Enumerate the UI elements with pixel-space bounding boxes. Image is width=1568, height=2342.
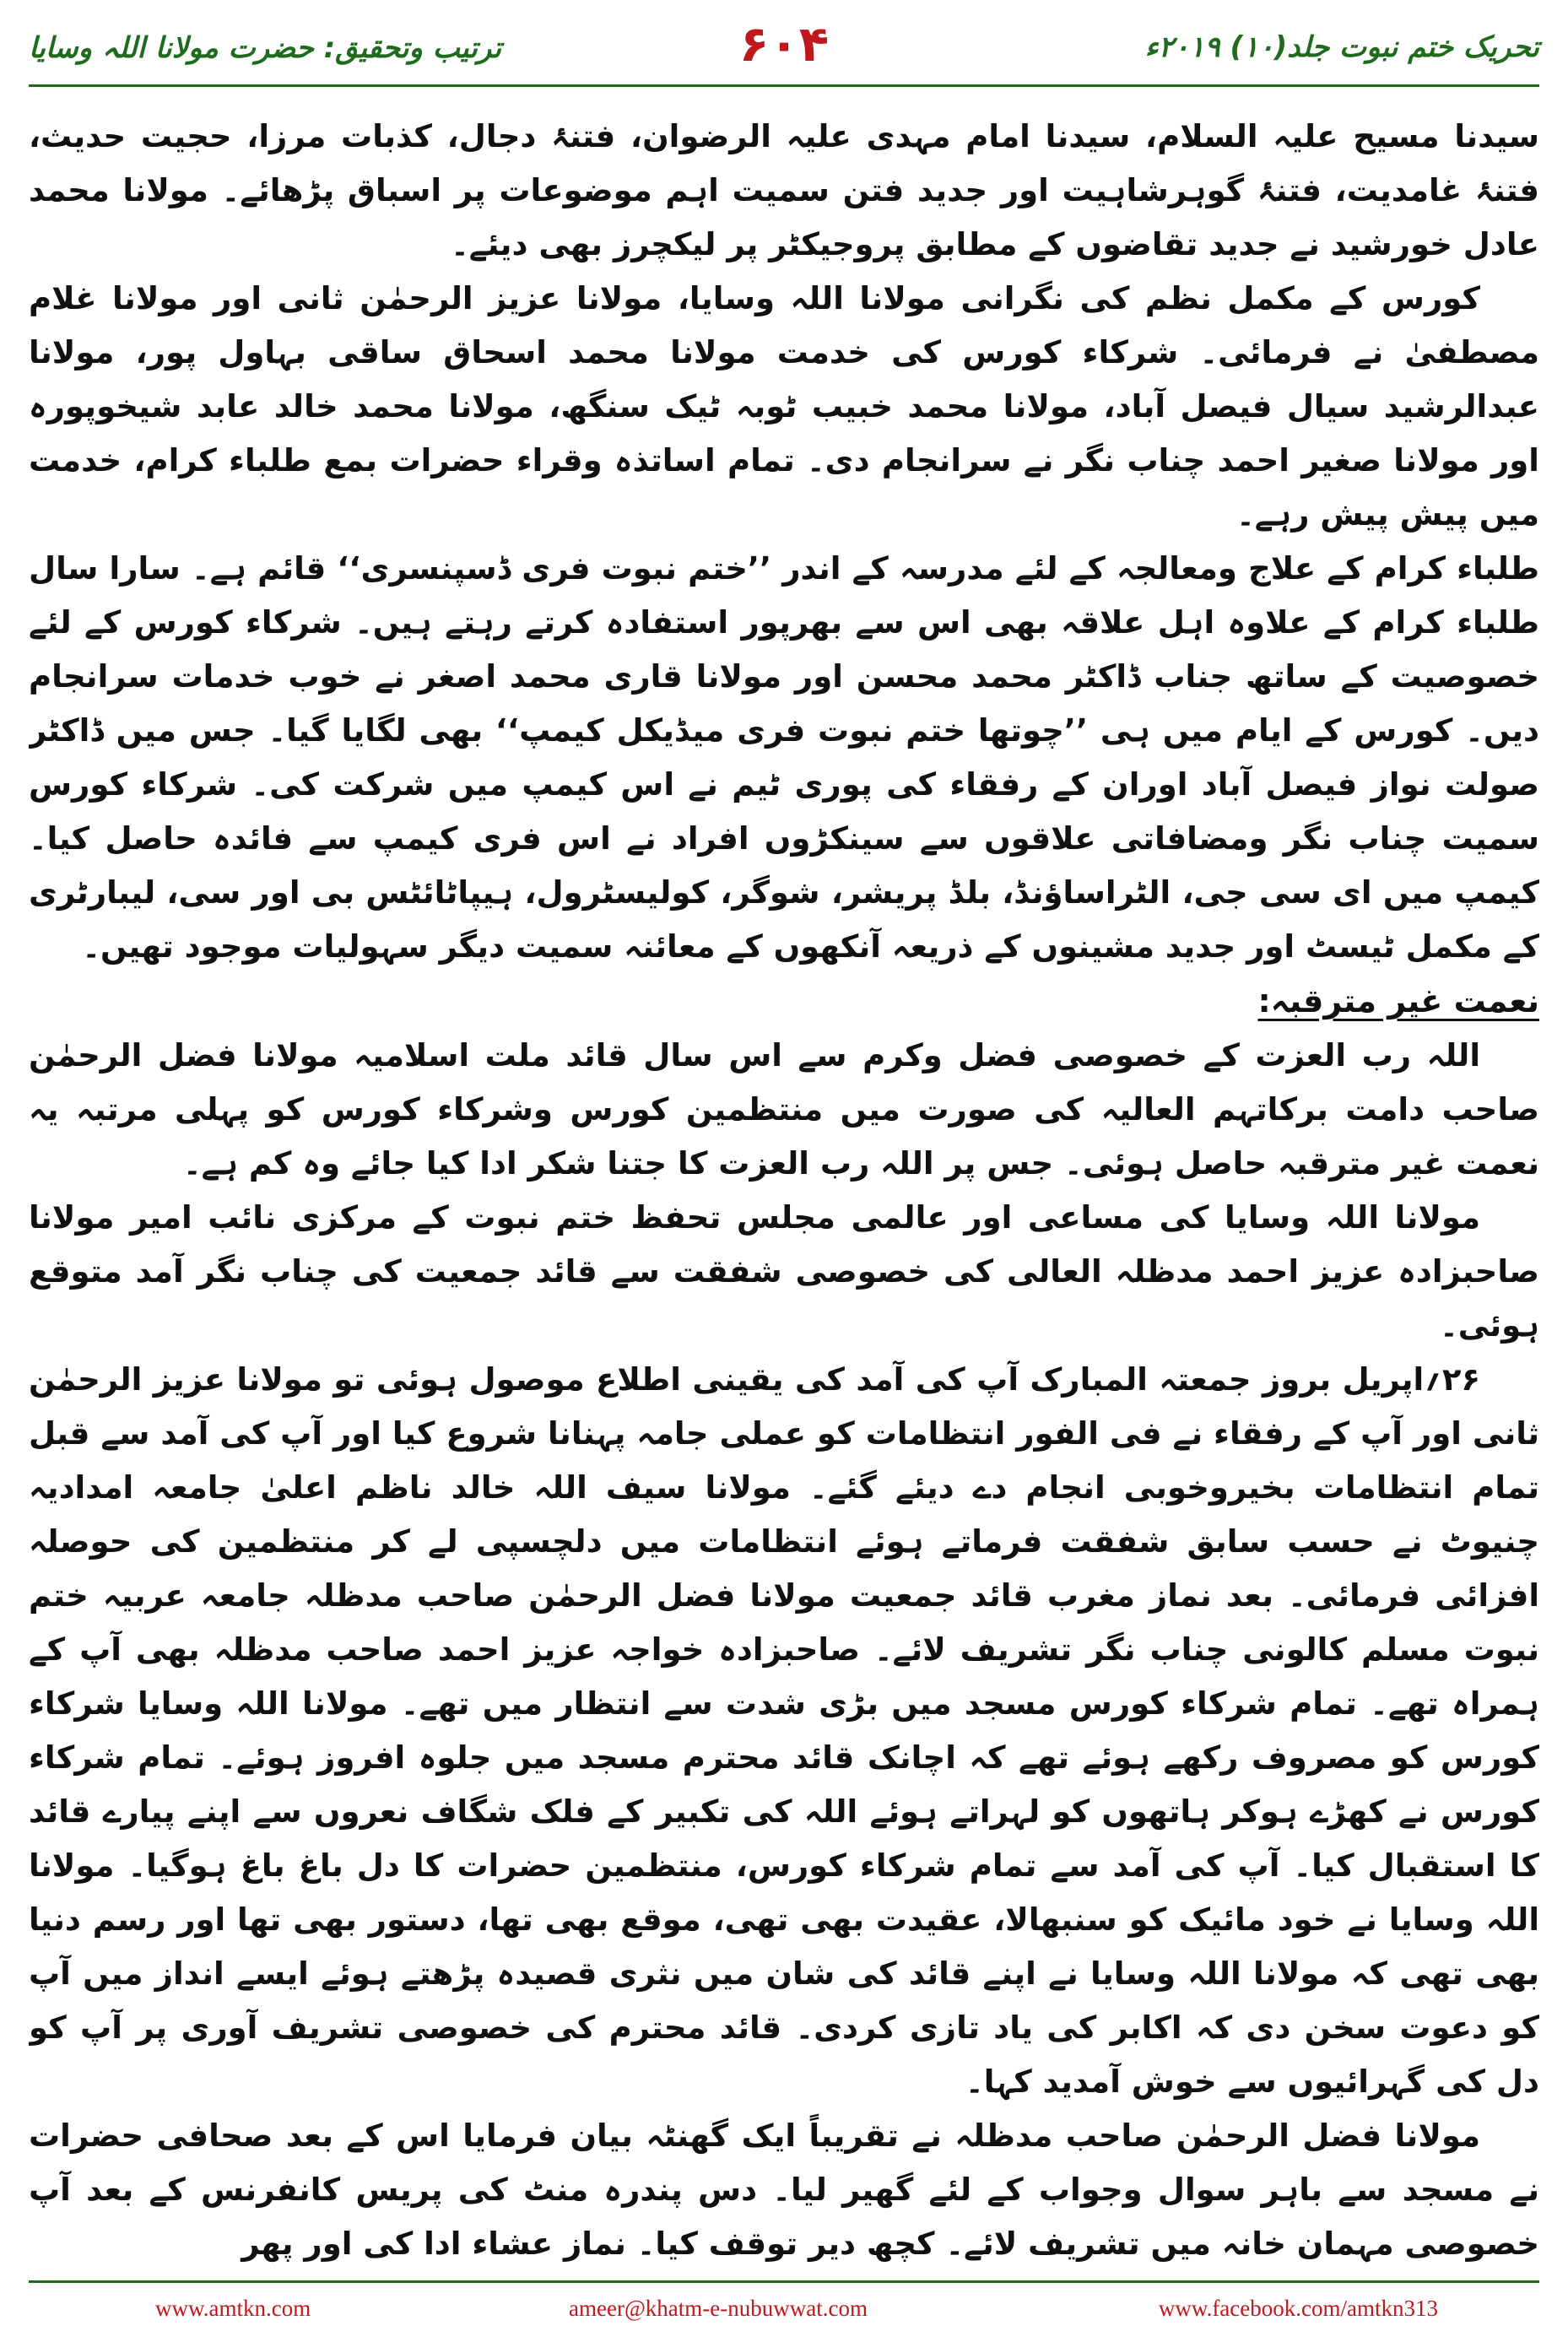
paragraph-4: اللہ رب العزت کے خصوصی فضل وکرم سے اس سال قائد ملت اسلامیہ مولانا فضل الرحمٰن صاحب دامت برکاتہم العالیہ کی صورت میں منتظمین کورس وشرکاء کورس کو پہلی مرتبہ یہ نعمت غیر مترقبہ حاصل ہوئی۔ جس پر اللہ رب العزت کا جتنا شکر ادا کیا جائے وہ کم ہے۔: [29, 1037, 1539, 1182]
email-link[interactable]: ameer@khatm-e-nubuwwat.com: [569, 2296, 868, 2321]
series-title: تحریک ختم نبوت جلد(۱۰) ۲۰۱۹ء: [1144, 30, 1539, 64]
facebook-link[interactable]: www.facebook.com/amtkn313: [1158, 2296, 1438, 2321]
header-divider: [29, 84, 1539, 87]
page-number: ۶۰۴: [738, 15, 830, 73]
website-link[interactable]: www.amtkn.com: [155, 2296, 311, 2321]
section-heading-wrap: [29, 974, 1539, 1029]
footer-divider: [29, 2280, 1539, 2283]
page-header: [29, 15, 1539, 78]
paragraph-5: مولانا اللہ وسایا کی مساعی اور عالمی مجلس تحفظ ختم نبوت کے مرکزی نائب امیر مولانا صاحبزادہ عزیز احمد مدظلہ العالی کی خصوصی شفقت سے قائد جمعیت کی چناب نگر آمد متوقع ہوئی۔: [29, 1199, 1539, 1344]
paragraph-1: سیدنا مسیح علیہ السلام، سیدنا امام مہدی علیہ الرضوان، فتنۂ دجال، کذبات مرزا، حجیت حدیث، فتنۂ غامدیت، فتنۂ گوہرشاہیت اور جدید فتن سمیت اہم موضوعات پر اسباق پڑھائے۔ مولانا محمد عادل خورشید نے جدید تقاضوں کے مطابق پروجیکٹر پر لیکچرز بھی دیئے۔: [29, 118, 1539, 262]
paragraph-3: طلباء کرام کے علاج ومعالجہ کے لئے مدرسہ کے اندر ’’ختم نبوت فری ڈسپنسری‘‘ قائم ہے۔ سارا سال طلباء کرام کے علاوہ اہل علاقہ بھی اس سے بھرپور استفادہ کرتے رہتے ہیں۔ شرکاء کورس کے لئے خصوصیت کے ساتھ جناب ڈاکٹر محمد محسن اور مولانا قاری محمد اصغر نے خوب خدمات سرانجام دیں۔ کورس کے ایام میں ہی ’’چوتھا ختم نبوت فری میڈیکل کیمپ‘‘ بھی لگایا گیا۔ جس میں ڈاکٹر صولت نواز فیصل آباد اوران کے رفقاء کی پوری ٹیم نے اس کیمپ میں شرکت کی۔ شرکاء کورس سمیت چناب نگر ومضافاتی علاقوں سے سینکڑوں افراد نے اس فری کیمپ سے فائدہ حاصل کیا۔ کیمپ میں ای سی جی، الٹراساؤنڈ، بلڈ پریشر، شوگر، کولیسٹرول، ہیپاٹائٹس بی اور سی، لیبارٹری کے مکمل ٹیسٹ اور جدید مشینوں کے ذریعہ آنکھوں کے معائنہ سمیت دیگر سہولیات موجود تھیں۔: [29, 550, 1539, 965]
page-footer: [29, 2285, 1539, 2328]
paragraph-7: مولانا فضل الرحمٰن صاحب مدظلہ نے تقریباً ایک گھنٹہ بیان فرمایا اس کے بعد صحافی حضرات نے مسجد سے باہر سوال وجواب کے لئے گھیر لیا۔ دس پندرہ منٹ کی پریس کانفرنس کے بعد آپ خصوصی مہمان خانہ میں تشریف لائے۔ کچھ دیر توقف کیا۔ نماز عشاء ادا کی اور پھر: [29, 2118, 1539, 2262]
paragraph-6: ۲۶؍اپریل بروز جمعتہ المبارک آپ کی آمد کی یقینی اطلاع موصول ہوئی تو مولانا عزیز الرحمٰن ثانی اور آپ کے رفقاء نے فی الفور انتظامات کو عملی جامہ پہنانا شروع کیا اور آپ کی آمد سے قبل تمام انتظامات بخیروخوبی انجام دے دیئے گئے۔ مولانا سیف اللہ خالد ناظم اعلیٰ جامعہ امدادیہ چنیوٹ نے حسب سابق شفقت فرماتے ہوئے انتظامات میں دلچسپی لے کر منتظمین کی حوصلہ افزائی فرمائی۔ بعد نماز مغرب قائد جمعیت مولانا فضل الرحمٰن صاحب مدظلہ جامعہ عربیہ ختم نبوت مسلم کالونی چناب نگر تشریف لائے۔ صاحبزادہ خواجہ عزیز احمد صاحب مدظلہ بھی آپ کے ہمراہ تھے۔ تمام شرکاء کورس مسجد میں بڑی شدت سے انتظار میں تھے۔ مولانا اللہ وسایا شرکاء کورس کو مصروف رکھے ہوئے تھے کہ اچانک قائد محترم مسجد میں جلوہ افروز ہوئے۔ تمام شرکاء کورس نے کھڑے ہوکر ہاتھوں کو لہراتے ہوئے اللہ کی تکبیر کے فلک شگاف نعروں سے اپنے پیارے قائد کا استقبال کیا۔ آپ کی آمد سے تمام شرکاء کورس، منتظمین حضرات کا دل باغ باغ ہوگیا۔ مولانا اللہ وسایا نے خود مائیک کو سنبھالا، عقیدت بھی تھی، موقع بھی تھا، دستور بھی تھا اور رسم دنیا بھی تھی کہ مولانا اللہ وسایا نے اپنے قائد کی شان میں نثری قصیدہ پڑھتے ہوئے ایسے انداز میں آپ کو دعوت سخن دی کہ اکابر کی یاد تازی کردی۔ قائد محترم کی خصوصی تشریف آوری پر آپ کو دل کی گہرائیوں سے خوش آمدید کہا۔: [29, 1361, 1539, 2100]
article-body: [29, 110, 1539, 2270]
section-heading: نعمت غیر مترقبہ:: [1257, 982, 1539, 1020]
paragraph-2: کورس کے مکمل نظم کی نگرانی مولانا اللہ وسایا، مولانا عزیز الرحمٰن ثانی اور مولانا غلام مصطفیٰ نے فرمائی۔ شرکاء کورس کی خدمت مولانا محمد اسحاق ساقی بہاول پور، مولانا عبدالرشید سیال فیصل آباد، مولانا محمد خبیب ٹوبہ ٹیک سنگھ، مولانا محمد خالد عابد شیخوپورہ اور مولانا صغیر احمد چناب نگر نے سرانجام دی۔ تمام اساتذہ وقراء حضرات بمع طلباء کرام، خدمت میں پیش پیش رہے۔: [29, 280, 1539, 533]
compiler-credit: ترتیب وتحقیق: حضرت مولانا اللہ وسایا: [29, 31, 502, 65]
